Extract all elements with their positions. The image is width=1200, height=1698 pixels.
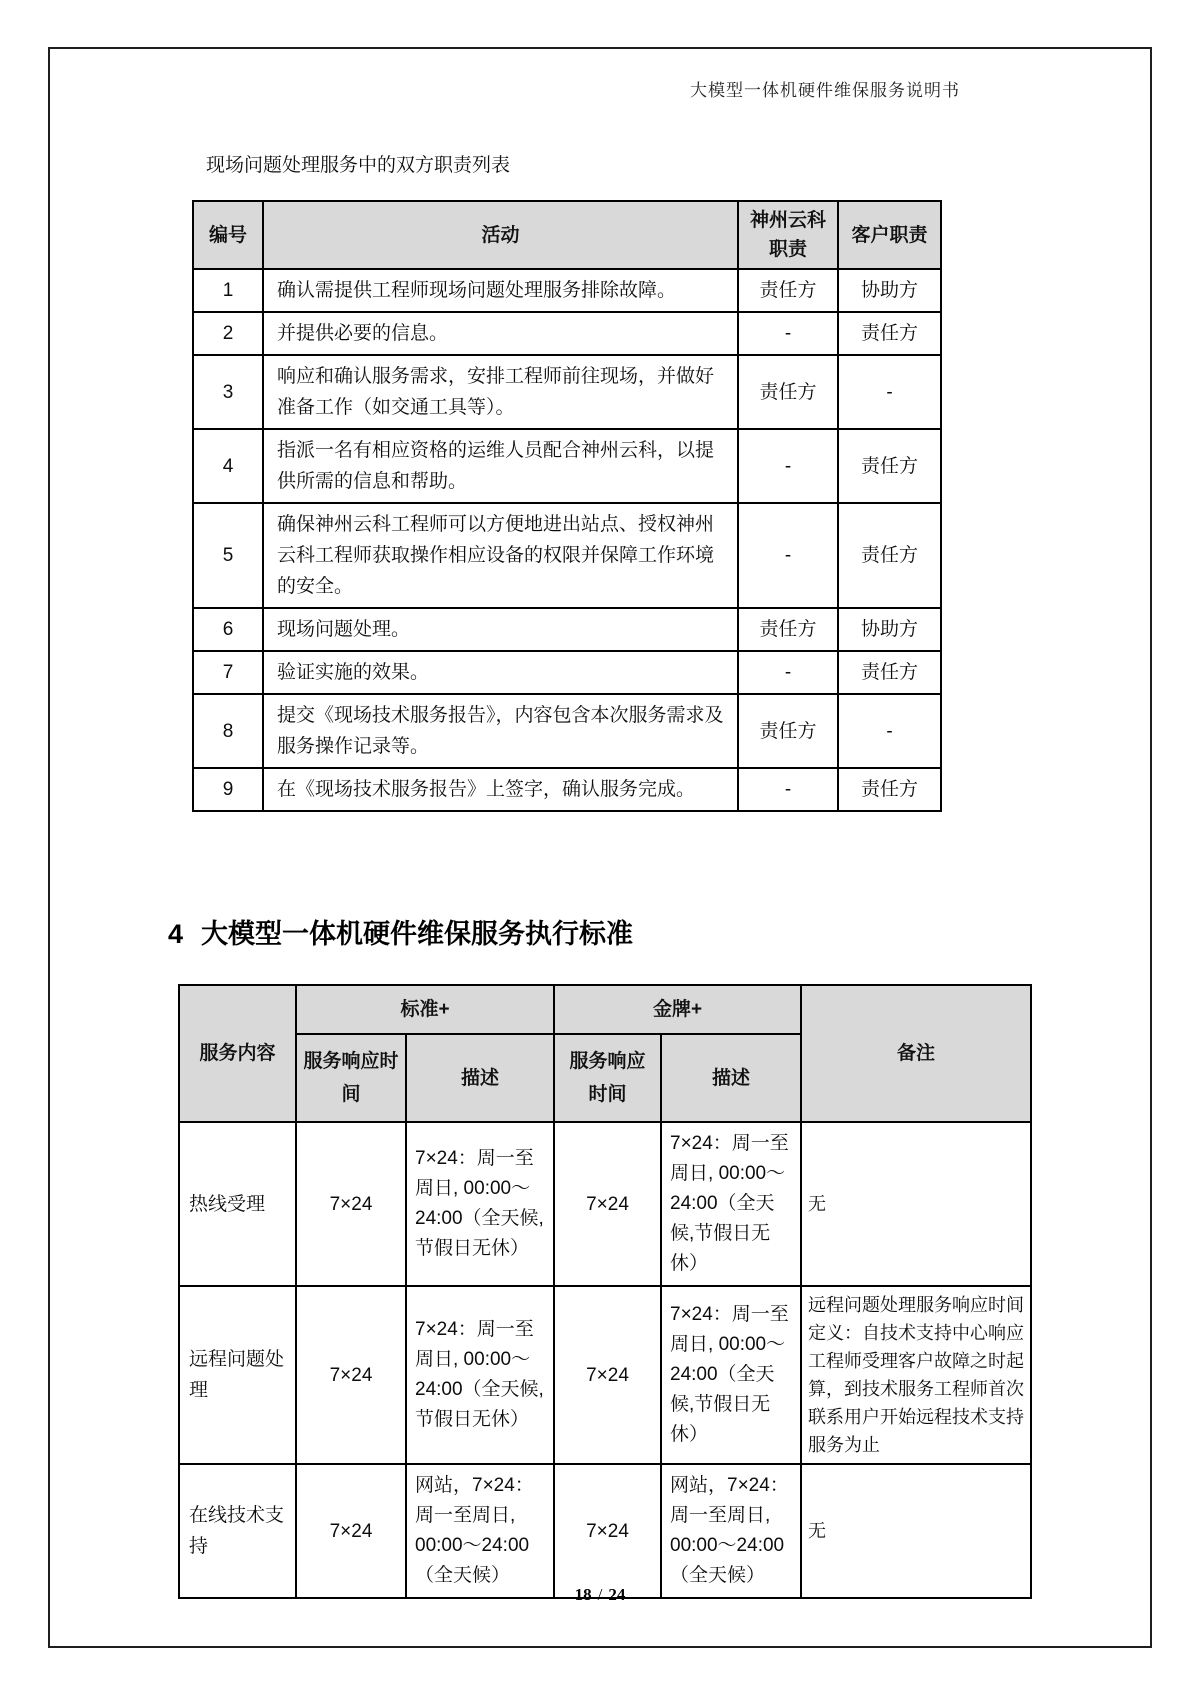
table-row bbox=[193, 608, 941, 651]
footer-total-pages: 24 bbox=[608, 1585, 626, 1604]
cell-std-desc: 网站，7×24：周一至周日, 00:00～24:00（全天候） bbox=[406, 1464, 554, 1598]
cell-customer-role: 责任方 bbox=[838, 651, 941, 694]
footer-separator: / bbox=[597, 1585, 603, 1604]
col-header-service-content: 服务内容 bbox=[179, 985, 296, 1122]
cell-customer-role: 责任方 bbox=[838, 312, 941, 355]
page-footer bbox=[0, 1585, 1200, 1605]
table-row bbox=[193, 312, 941, 355]
cell-gold-time: 7×24 bbox=[554, 1464, 661, 1598]
cell-vendor-role: - bbox=[738, 503, 838, 608]
cell-activity: 验证实施的效果。 bbox=[263, 651, 738, 694]
responsibility-table-header-row bbox=[193, 201, 941, 269]
cell-customer-role: - bbox=[838, 355, 941, 429]
cell-activity: 指派一名有相应资格的运维人员配合神州云科，以提供所需的信息和帮助。 bbox=[263, 429, 738, 503]
section-title: 大模型一体机硬件维保服务执行标准 bbox=[201, 919, 634, 949]
table-row bbox=[193, 503, 941, 608]
cell-vendor-role: - bbox=[738, 768, 838, 811]
cell-activity: 响应和确认服务需求，安排工程师前往现场，并做好准备工作（如交通工具等）。 bbox=[263, 355, 738, 429]
cell-activity: 确保神州云科工程师可以方便地进出站点、授权神州云科工程师获取操作相应设备的权限并保障工作环境的安全。 bbox=[263, 503, 738, 608]
cell-service: 热线受理 bbox=[179, 1122, 296, 1286]
section-number: 4 bbox=[168, 919, 184, 949]
cell-no: 4 bbox=[193, 429, 263, 503]
cell-no: 2 bbox=[193, 312, 263, 355]
col-header-vendor: 神州云科职责 bbox=[738, 201, 838, 269]
col-header-activity: 活动 bbox=[263, 201, 738, 269]
cell-gold-time: 7×24 bbox=[554, 1286, 661, 1464]
table-row bbox=[193, 355, 941, 429]
cell-no: 7 bbox=[193, 651, 263, 694]
cell-gold-desc: 网站，7×24：周一至周日, 00:00～24:00（全天候） bbox=[661, 1464, 801, 1598]
cell-activity: 确认需提供工程师现场问题处理服务排除故障。 bbox=[263, 269, 738, 312]
cell-std-time: 7×24 bbox=[296, 1464, 406, 1598]
cell-no: 5 bbox=[193, 503, 263, 608]
cell-activity: 在《现场技术服务报告》上签字，确认服务完成。 bbox=[263, 768, 738, 811]
table-row bbox=[193, 269, 941, 312]
col-header-std-response-time: 服务响应时间 bbox=[296, 1034, 406, 1122]
cell-no: 9 bbox=[193, 768, 263, 811]
cell-remark: 远程问题处理服务响应时间定义：自技术支持中心响应工程师受理客户故障之时起算，到技术服务工程师首次联系用户开始远程技术支持服务为止 bbox=[801, 1286, 1031, 1464]
col-header-gold-response-time: 服务响应时间 bbox=[554, 1034, 661, 1122]
section-heading bbox=[168, 912, 633, 951]
col-group-gold-plus: 金牌+ bbox=[554, 985, 801, 1034]
col-header-remark: 备注 bbox=[801, 985, 1031, 1122]
cell-customer-role: 责任方 bbox=[838, 429, 941, 503]
col-header-std-description: 描述 bbox=[406, 1034, 554, 1122]
cell-activity: 现场问题处理。 bbox=[263, 608, 738, 651]
cell-vendor-role: 责任方 bbox=[738, 694, 838, 768]
table-row bbox=[179, 1286, 1031, 1464]
col-header-no: 编号 bbox=[193, 201, 263, 269]
cell-vendor-role: 责任方 bbox=[738, 608, 838, 651]
cell-vendor-role: - bbox=[738, 651, 838, 694]
cell-vendor-role: - bbox=[738, 312, 838, 355]
cell-vendor-role: 责任方 bbox=[738, 269, 838, 312]
intro-paragraph: 现场问题处理服务中的双方职责列表 bbox=[206, 155, 511, 176]
cell-service: 远程问题处理 bbox=[179, 1286, 296, 1464]
cell-remark: 无 bbox=[801, 1122, 1031, 1286]
sla-header-row-groups bbox=[179, 985, 1031, 1034]
cell-no: 3 bbox=[193, 355, 263, 429]
cell-customer-role: 责任方 bbox=[838, 768, 941, 811]
cell-customer-role: 责任方 bbox=[838, 503, 941, 608]
cell-no: 1 bbox=[193, 269, 263, 312]
cell-gold-time: 7×24 bbox=[554, 1122, 661, 1286]
table-row bbox=[179, 1464, 1031, 1598]
cell-gold-desc: 7×24：周一至周日, 00:00～24:00（全天候,节假日无休） bbox=[661, 1286, 801, 1464]
cell-remark: 无 bbox=[801, 1464, 1031, 1598]
table-row bbox=[193, 694, 941, 768]
cell-gold-desc: 7×24：周一至周日, 00:00～24:00（全天候,节假日无休） bbox=[661, 1122, 801, 1286]
cell-std-time: 7×24 bbox=[296, 1122, 406, 1286]
cell-activity: 提交《现场技术服务报告》，内容包含本次服务需求及服务操作记录等。 bbox=[263, 694, 738, 768]
col-header-customer: 客户职责 bbox=[838, 201, 941, 269]
cell-std-desc: 7×24：周一至周日, 00:00～24:00（全天候,节假日无休） bbox=[406, 1286, 554, 1464]
cell-activity: 并提供必要的信息。 bbox=[263, 312, 738, 355]
table-row bbox=[193, 651, 941, 694]
cell-customer-role: 协助方 bbox=[838, 608, 941, 651]
footer-current-page: 18 bbox=[574, 1585, 592, 1604]
cell-vendor-role: - bbox=[738, 429, 838, 503]
cell-service: 在线技术支持 bbox=[179, 1464, 296, 1598]
table-row bbox=[193, 768, 941, 811]
cell-vendor-role: 责任方 bbox=[738, 355, 838, 429]
sla-table bbox=[178, 984, 1032, 1599]
cell-customer-role: 协助方 bbox=[838, 269, 941, 312]
col-header-gold-description: 描述 bbox=[661, 1034, 801, 1122]
table-row bbox=[193, 429, 941, 503]
responsibility-table bbox=[192, 200, 942, 812]
cell-customer-role: - bbox=[838, 694, 941, 768]
cell-no: 8 bbox=[193, 694, 263, 768]
document-header-title: 大模型一体机硬件维保服务说明书 bbox=[690, 81, 960, 100]
table-row bbox=[179, 1122, 1031, 1286]
cell-std-time: 7×24 bbox=[296, 1286, 406, 1464]
cell-no: 6 bbox=[193, 608, 263, 651]
cell-std-desc: 7×24：周一至周日, 00:00～24:00（全天候,节假日无休） bbox=[406, 1122, 554, 1286]
col-group-standard-plus: 标准+ bbox=[296, 985, 554, 1034]
